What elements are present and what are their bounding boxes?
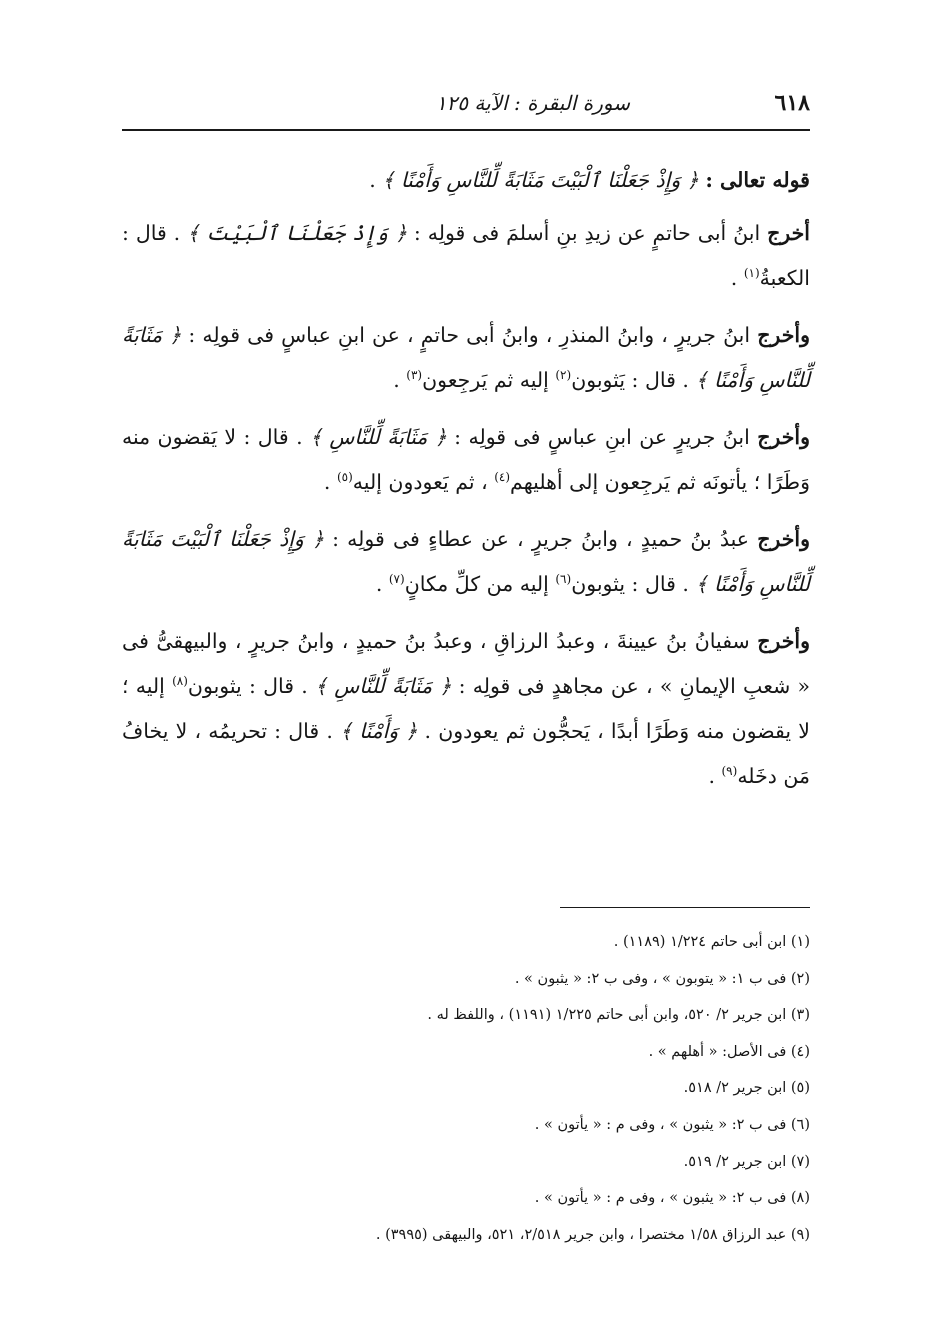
footnote-marker: (٨) [172,674,188,689]
footnote-item: (١) ابن أبى حاتم ١/٢٢٤ (١١٨٩) . [613,934,810,950]
hadith-paragraph [122,313,810,403]
paragraph-lead: أخرج [767,221,810,245]
quran-verse: ﴿ وَأَمْنًا ﴾ [340,719,418,743]
text-segment: . [375,572,389,596]
hadith-paragraph [122,211,810,301]
text-segment: . قال : يثوبون [571,572,696,596]
footnote-item: (٥) ابن جرير ٢/ ٥١٨. [683,1080,810,1097]
quran-verse: ﴿ وَإِذْ جَعَلْنَا ٱلْبَيْتَ ﴾ [187,221,407,245]
quran-verse: ﴿ وَإِذْ جَعَلْنَا ٱلْبَيْتَ مَثَابَةً لِّلنَّاسِ وَأَمْنًا ﴾ [382,168,699,192]
text-segment: عبدُ بنُ حميدٍ ، وابنُ جريرٍ ، عن عطاءٍ فى قولِه : [323,527,758,551]
page-header [122,84,810,122]
header-rule [122,129,810,131]
intro-lead: قوله تعالى : [705,168,810,192]
footnote-item: (٨) فى ب ٢: « يثبون » ، وفى م : « يأتون » . [534,1190,810,1207]
footnote-item: (٧) ابن جرير ٢/ ٥١٩. [683,1153,810,1170]
text-segment: إليه من كلِّ مكانٍ [404,572,556,596]
main-text [122,158,810,811]
quran-verse: ﴿ وَإِذْ جَعَلْنَا ٱلْبَيْتَ مَثَابَةً لِّلنَّاسِ وَأَمْنًا ﴾ [122,527,810,596]
text-segment: . قال : تحريمُه ، لا يخافُ مَن دخَله [122,719,810,788]
footnote-marker: (٩) [721,764,738,779]
hadith-paragraph [122,415,810,505]
page-number: ٦١٨ [774,90,810,116]
text-segment: . قال : لا يَقضون منه وَطَرًا ؛ يأتونَه ثم يَرجِعون إلى أهليهم [122,425,810,494]
text-segment: سفيانُ بنُ عيينةَ ، وعبدُ الرزاقِ ، وعبدُ بنُ حميدٍ ، وابنُ جريرٍ ، والبيهقىُّ فى « شعبِ الإيمانِ » ، عن مجاهدٍ فى قولِه : [122,629,811,698]
text-segment: . [393,368,407,392]
footnote-item: (٣) ابن جرير ٢/ ٥٢٠، وابن أبى حاتم ١/٢٢٥ (١١٩١) ، واللفظ له . [427,1007,810,1024]
text-segment: . [323,470,337,494]
paragraph-lead: وأخرج [757,527,810,551]
text-segment: ، ثم يَعودون إليه [352,470,495,494]
running-title: سورة البقرة : الآية ١٢٥ [435,91,630,115]
footnote-marker: (٦) [555,572,572,587]
text-segment: . [708,764,722,788]
text-segment: . قال : يَثوبون [571,368,696,392]
footnote-marker: (٣) [406,368,423,383]
quran-verse: ﴿ مَثَابَةً لِّلنَّاسِ ﴾ [310,425,447,449]
quran-verse: ﴿ مَثَابَةً لِّلنَّاسِ ﴾ [315,674,452,698]
footnotes [122,924,810,1253]
footnote-item: (٤) فى الأصل: « أهلهم » . [648,1043,810,1060]
hadith-paragraph [122,619,810,799]
footnote-marker: (٥) [336,470,353,485]
text-segment: ابنُ جريرٍ عن ابنِ عباسٍ فى قولِه : [446,425,758,449]
intro-paragraph [122,158,810,203]
footnote-item: (٦) فى ب ٢: « يثبون » ، وفى م : « يأتون » . [534,1116,810,1133]
paragraph-list [122,211,810,799]
text-segment: ابنُ أبى حاتمٍ عن زيدِ بنِ أسلمَ فى قولِه : [406,221,768,245]
footnote-rule [560,907,810,908]
footnote-marker: (١) [743,266,760,281]
intro-end: . [369,168,376,192]
text-segment: . [730,266,744,290]
text-segment: . قال : الكعبةُ [122,221,810,290]
text-segment: . قال : يثوبون [187,674,316,698]
paragraph-lead: وأخرج [757,629,810,653]
footnote-marker: (٢) [555,368,572,383]
paragraph-lead: وأخرج [757,323,811,347]
footnote-item: (٢) فى ب ١: « يتوبون » ، وفى ب ٢: « يثبون » . [514,970,810,987]
footnote-item: (٩) عبد الرزاق ١/٥٨ مختصرا ، وابن جرير ٢/٥١٨، ٥٢١، والبيهقى (٣٩٩٥) . [375,1226,810,1243]
text-segment: إليه ؛ لا يقضون منه وَطَرًا أبدًا ، يَحجُّون ثم يعودون . [122,674,810,743]
text-segment: إليه ثم يَرجِعون [422,368,556,392]
hadith-paragraph [122,517,810,607]
footnote-marker: (٧) [388,572,405,587]
paragraph-lead: وأخرج [757,425,811,449]
quran-verse: ﴿ مَثَابَةً لِّلنَّاسِ وَأَمْنًا ﴾ [122,323,810,392]
footnote-marker: (٤) [494,470,511,485]
text-segment: ابنُ جريرٍ ، وابنُ المنذرِ ، وابنُ أبى حاتمٍ ، عن ابنِ عباسٍ فى قولِه : [181,323,758,347]
